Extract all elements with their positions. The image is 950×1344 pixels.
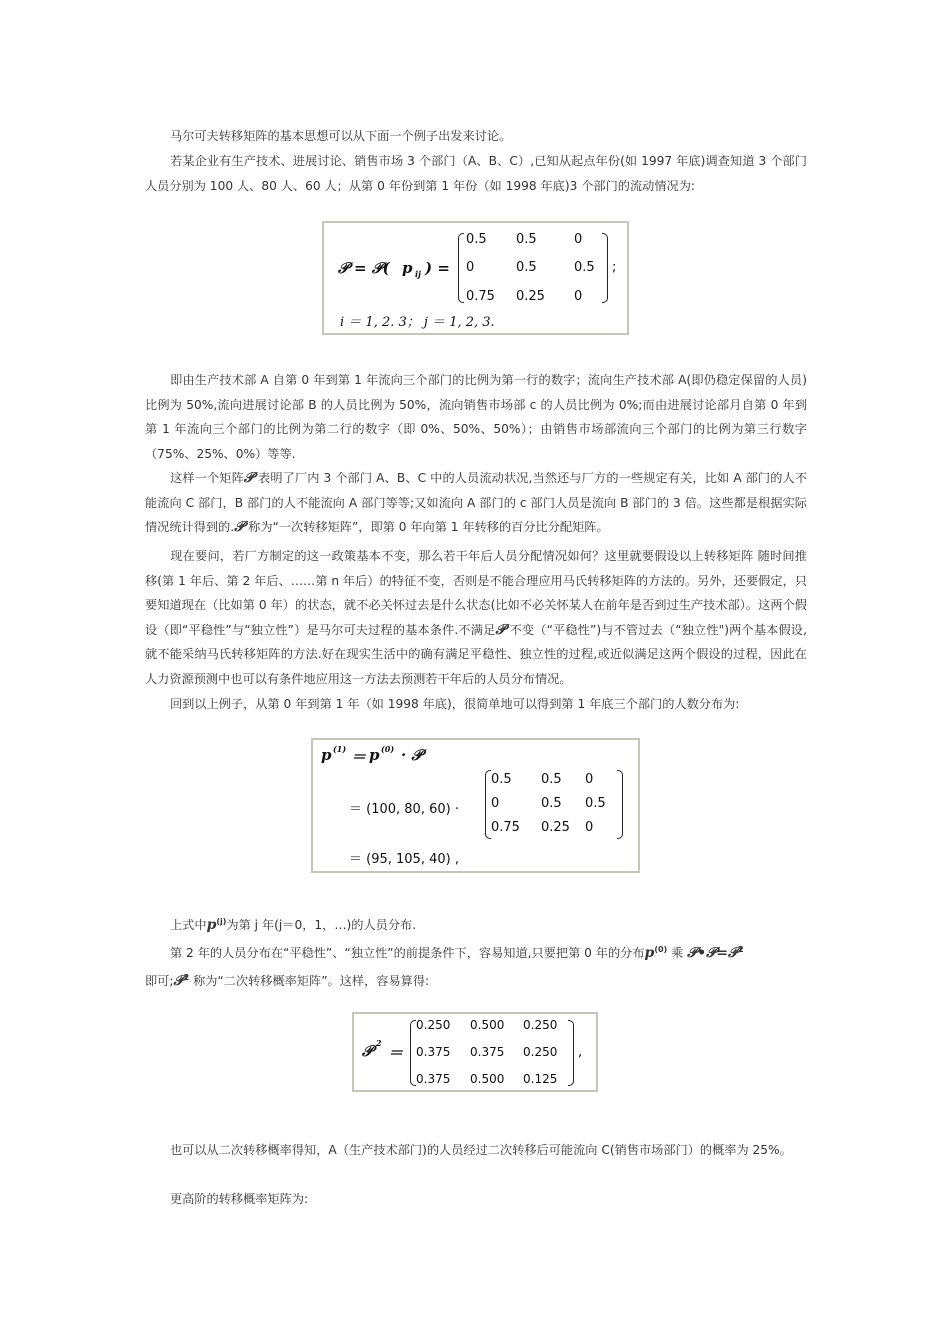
eq1-cell: 0 xyxy=(574,289,583,304)
eq2-cell: 0.5 xyxy=(491,772,512,787)
script-p-symbol: 𝒫 xyxy=(173,972,184,989)
eq1-subscript: ij xyxy=(415,269,421,279)
paragraph-higher-order: 更高阶的转移概率矩阵为: xyxy=(170,1192,309,1206)
eq1-cell: 0.5 xyxy=(516,232,537,247)
script-p-symbol: 𝒫 xyxy=(495,621,506,638)
paragraph-year-two: 第 2 年的人员分布在“平稳性”、“独立性”的前提条件下，容易知道,只要把第 0 年的分布𝒑$^{(0)}$ 乘 𝒫•𝒫=𝒫$^2$ 即可;𝒫$^2$ 称为“二次转移概率矩阵”。这样，容易算得: xyxy=(145,945,744,989)
eq1-close: ) = xyxy=(425,259,450,277)
eq3-equals: ＝ xyxy=(388,1044,404,1062)
eq1-cell: 0.75 xyxy=(466,289,495,304)
eq2-cell: 0 xyxy=(585,772,594,787)
script-p-symbol: 𝒫 xyxy=(234,519,245,535)
eq2-right-bracket xyxy=(617,770,623,839)
eq3-cell: 0.500 xyxy=(470,1072,505,1086)
eq3-cell: 0.250 xyxy=(523,1018,558,1032)
paragraph-row-explanation: 即由生产技术部 A 自第 0 年到第 1 年流向三个部门的比例为第一行的数字；流向生产技术部 A(即仍稳定保留的人员)比例为 50%,流向进展讨论部 B 的人员比例为 50%，流向销售市场部 c 的人员比例为 0%;而由进展讨论部月自第 0 年到第 1 年流向三个部门的比例为第二行的数字（即 0%、50%、50%）；由销售市场部流向三个部门的比例为第三行数字（75%、25%、0%）等等. xyxy=(145,373,807,461)
eq2-cell: 0 xyxy=(585,820,594,835)
eq1-index-range: i ＝ 1, 2. 3； j ＝ 1, 2, 3. xyxy=(340,315,495,330)
p-times-p-formula: 𝒫•𝒫=𝒫 xyxy=(687,945,739,962)
paragraph-notation: 上式中𝒑$^{(j)}$为第 j 年(j＝0，1，…)的人员分布. xyxy=(170,917,417,934)
eq2-p0: 𝒑 xyxy=(369,746,380,764)
eq2-cell: 0.5 xyxy=(541,772,562,787)
eq2-result-line: ＝ (95, 105, 40) , xyxy=(349,852,459,867)
eq1-cell: 0.5 xyxy=(466,232,487,247)
eq2-equals: ＝ xyxy=(351,748,367,766)
eq2-sup1: (1) xyxy=(333,744,347,754)
paragraph-intro: 马尔可夫转移矩阵的基本思想可以从下面一个例子出发来讨论。 xyxy=(170,129,512,143)
eq2-sup0: (0) xyxy=(381,744,395,754)
eq2-p1: 𝒑 xyxy=(321,746,332,764)
eq3-cell: 0.375 xyxy=(470,1045,505,1059)
eq3-comma: , xyxy=(578,1045,583,1060)
eq1-semicolon: ; xyxy=(612,260,617,275)
equation-transition-matrix xyxy=(322,221,629,335)
eq3-cell: 0.250 xyxy=(416,1018,451,1032)
eq2-vector-line: ＝ (100, 80, 60) · xyxy=(349,802,459,817)
eq3-cell: 0.250 xyxy=(523,1045,558,1059)
eq3-lhs: 𝒫 xyxy=(362,1042,373,1060)
script-p-symbol: 𝒫 xyxy=(243,470,255,486)
equation-year-one-distribution xyxy=(311,738,640,873)
eq1-lhs: 𝒫 = 𝒫( xyxy=(338,259,390,277)
equation-second-order-matrix xyxy=(352,1012,598,1092)
eq1-right-bracket xyxy=(602,233,608,303)
eq3-cell: 0.125 xyxy=(523,1072,558,1086)
eq1-p-symbol: 𝒑 xyxy=(402,259,413,277)
eq1-cell: 0 xyxy=(574,232,583,247)
eq2-cell: 0 xyxy=(491,796,500,811)
eq3-cell: 0.500 xyxy=(470,1018,505,1032)
eq2-cell: 0.5 xyxy=(541,796,562,811)
eq3-right-bracket xyxy=(568,1020,574,1086)
p-bold-symbol: 𝒑 xyxy=(206,917,217,934)
eq3-cell: 0.375 xyxy=(416,1045,451,1059)
eq3-sup: 2 xyxy=(376,1038,382,1048)
eq2-cell: 0.5 xyxy=(585,796,606,811)
paragraph-probability-note: 也可以从二次转移概率得知，A（生产技术部门)的人员经过二次转移后可能流向 C(销售市场部门）的概率为 25%。 xyxy=(170,1143,792,1157)
p-bold-symbol: 𝒑 xyxy=(644,945,655,962)
paragraph-year-one: 回到以上例子，从第 0 年到第 1 年（如 1998 年底)，很简单地可以得到第 1 年底三个部门的人数分布为: xyxy=(170,697,740,711)
eq1-cell: 0 xyxy=(466,260,475,275)
eq1-left-bracket xyxy=(458,233,464,303)
eq1-cell: 0.5 xyxy=(574,260,595,275)
eq1-cell: 0.25 xyxy=(516,289,545,304)
eq2-cell: 0.75 xyxy=(491,820,520,835)
paragraph-matrix-meaning: 这样一个矩阵𝒫 表明了厂内 3 个部门 A、B、C 中的人员流动状况,当然还与厂方的一些规定有关，比如 A 部门的人不能流向 C 部门，B 部门的人不能流向 A 部门等等;又如流向 A 部门的 c 部门人员是流向 B 部门的 3 倍。这些都是根据实际情况统计得到的.𝒫 称为“一次转移矩阵”，即第 0 年向第 1 年转移的百分比分配矩阵。 xyxy=(145,470,808,535)
eq1-cell: 0.5 xyxy=(516,260,537,275)
eq2-dot-p: · 𝒫 xyxy=(401,746,423,764)
paragraph-setup: 若某企业有生产技术、进展讨论、销售市场 3 个部门（A、B、C）,已知从起点年份(如 1997 年底)调查知道 3 个部门人员分别为 100 人、80 人、60 人；从第 0 年份到第 1 年份（如 1998 年底)3 个部门的流动情况为: xyxy=(145,154,807,193)
paragraph-assumptions: 现在要问，若厂方制定的这一政策基本不变，那么若干年后人员分配情况如何？这里就要假设以上转移矩阵 随时间推移(第 1 年后、第 2 年后、……第 n 年后）的特征不变，否则是不能合理应用马氏转移矩阵的方法的。另外，还要假定，只要知道现在（比如第 0 年）的状态，就不必关怀过去是什么状态(比如不必关怀某人在前年是否到过生产技术部）。这两个假设（即“平稳性”与“独立性”）是马尔可夫过程的基本条件.不满足𝒫 不变（“平稳性”)与不管过去（“独立性")两个基本假设,就不能采纳马氏转移矩阵的方法.好在现实生活中的确有满足平稳性、独立性的过程,或近似满足这两个假设的过程，因此在人力资源预测中也可以有条件地应用这一方法去预测若干年后的人员分布情况。 xyxy=(145,549,808,686)
eq3-cell: 0.375 xyxy=(416,1072,451,1086)
eq2-cell: 0.25 xyxy=(541,820,570,835)
